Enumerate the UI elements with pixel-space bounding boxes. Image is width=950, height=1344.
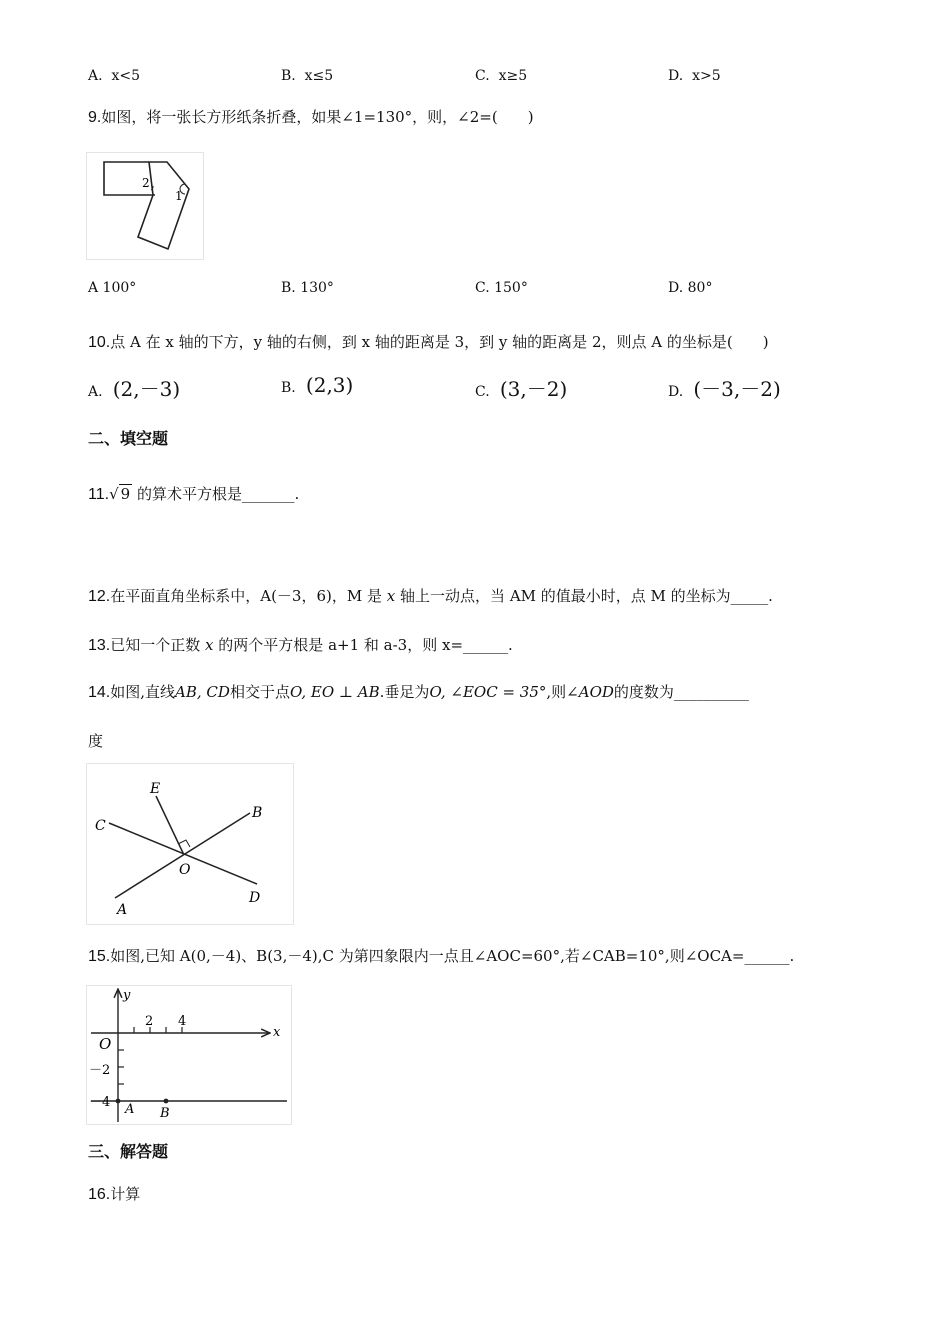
question-16: [88, 1183, 140, 1204]
math-4: ∠AOD: [566, 683, 614, 701]
tick-label-neg4: －4: [89, 1095, 111, 1110]
math-2: O, EO ⊥ AB: [289, 683, 380, 701]
q9-option-a: A 100°: [88, 280, 137, 296]
q8-option-b: [281, 68, 333, 84]
intersecting-lines-figure: [86, 763, 294, 925]
question-text: 点 A 在 x 轴的下方，y 轴的右侧，到 x 轴的距离是 3，到 y 轴的距离是 2，则点 A 的坐标是( ): [110, 333, 769, 351]
sqrt-expression: [109, 485, 132, 503]
option-letter: D.: [668, 384, 684, 400]
coordinate-plane-figure: [86, 985, 292, 1125]
q8-option-c: [475, 68, 527, 84]
math-1: AB, CD: [175, 683, 230, 701]
question-text-b: 轴上一动点，当 AM 的值最小时，点 M 的坐标为_____.: [400, 587, 773, 605]
question-number: 15.: [88, 948, 111, 965]
option-value: x≤5: [304, 68, 334, 84]
option-value: (2,－3): [112, 377, 181, 401]
label-d: D: [249, 890, 261, 906]
question-text: 的算术平方根是_______.: [136, 485, 300, 503]
q10-option-c: [475, 373, 567, 402]
q9-option-c: C. 150°: [475, 280, 528, 296]
math-var-x: x: [205, 636, 214, 654]
angle-1-label: 1: [175, 189, 183, 203]
q9-option-b: B. 130°: [281, 280, 334, 296]
question-text-a: 已知一个正数: [110, 636, 201, 654]
origin-label: O: [99, 1035, 112, 1053]
label-e: E: [150, 781, 161, 797]
label-c: C: [95, 818, 106, 834]
question-number: 9.: [88, 109, 102, 126]
text-1: 如图,直线: [110, 683, 176, 701]
angle-2-label: 2: [142, 176, 150, 190]
question-14-line-2: 度: [88, 732, 104, 750]
question-text-b: 的两个平方根是 a+1 和 a-3，则 x=______.: [218, 636, 513, 654]
section-heading-fill-blank: 二、填空题: [88, 429, 169, 448]
question-text: 如图，将一张长方形纸条折叠，如果∠1=130°，则，∠2=( ): [101, 108, 534, 126]
intersecting-lines-svg: [87, 764, 293, 924]
option-letter: D.: [668, 68, 684, 84]
option-letter: A.: [88, 68, 103, 84]
question-13: [88, 634, 513, 655]
axis-y-label: y: [123, 988, 131, 1003]
option-value: x>5: [692, 68, 721, 84]
option-letter: B.: [281, 68, 296, 84]
option-value: x≥5: [498, 68, 528, 84]
text-5: 的度数为__________: [613, 683, 749, 701]
text-2: 相交于点: [229, 683, 290, 701]
question-number: 14.: [88, 684, 111, 701]
option-letter: B.: [281, 380, 296, 396]
folded-strip-svg: [87, 153, 203, 259]
question-11: [88, 483, 299, 504]
question-15: [88, 945, 794, 966]
q10-option-d: [668, 373, 781, 402]
question-number: 16.: [88, 1186, 111, 1203]
point-a-label: A: [125, 1102, 135, 1117]
question-number: 12.: [88, 588, 111, 605]
tick-label-neg2: －2: [89, 1063, 111, 1078]
question-9: [88, 106, 534, 127]
label-b: B: [252, 805, 263, 821]
question-14: [88, 681, 749, 702]
question-number: 10.: [88, 334, 111, 351]
label-a: A: [117, 902, 128, 918]
option-letter: A.: [88, 384, 103, 400]
q10-option-b: [281, 373, 353, 397]
text-3: .垂足为: [379, 683, 430, 701]
question-number: 13.: [88, 637, 111, 654]
question-text: 如图,已知 A(0,－4)、B(3,－4),C 为第四象限内一点且∠AOC=60°,若∠CAB=10°,则∠OCA=______.: [110, 947, 795, 965]
q9-option-d: D. 80°: [668, 280, 713, 296]
coordinate-plane-svg: [87, 986, 291, 1124]
question-text: 计算: [110, 1185, 141, 1203]
tick-label-4: 4: [178, 1014, 187, 1029]
option-letter: C.: [475, 68, 490, 84]
section-heading-solve: 三、解答题: [88, 1142, 169, 1161]
option-value: (2,3): [305, 373, 354, 397]
point-b-label: B: [160, 1106, 170, 1121]
question-10: [88, 331, 769, 352]
text-4: ,则: [546, 683, 567, 701]
q8-option-d: [668, 68, 721, 84]
question-text-a: 在平面直角坐标系中，A(－3，6)，M 是: [110, 587, 383, 605]
radicand: 9: [120, 485, 131, 503]
axis-x-label: x: [273, 1025, 281, 1040]
math-var-x: x: [386, 587, 396, 605]
label-o: O: [179, 862, 191, 878]
option-value: (3,－2): [499, 377, 568, 401]
option-value: (－3,－2): [693, 377, 781, 401]
radical-sign: √: [109, 485, 119, 503]
q8-option-a: [88, 68, 140, 84]
option-letter: C.: [475, 384, 490, 400]
question-12: [88, 585, 773, 606]
q10-option-a: [88, 373, 180, 402]
folded-strip-figure: [86, 152, 204, 260]
question-number: 11.: [88, 486, 110, 503]
tick-label-2: 2: [145, 1014, 154, 1029]
math-3: O, ∠EOC = 35°: [429, 683, 547, 701]
option-value: x<5: [111, 68, 141, 84]
